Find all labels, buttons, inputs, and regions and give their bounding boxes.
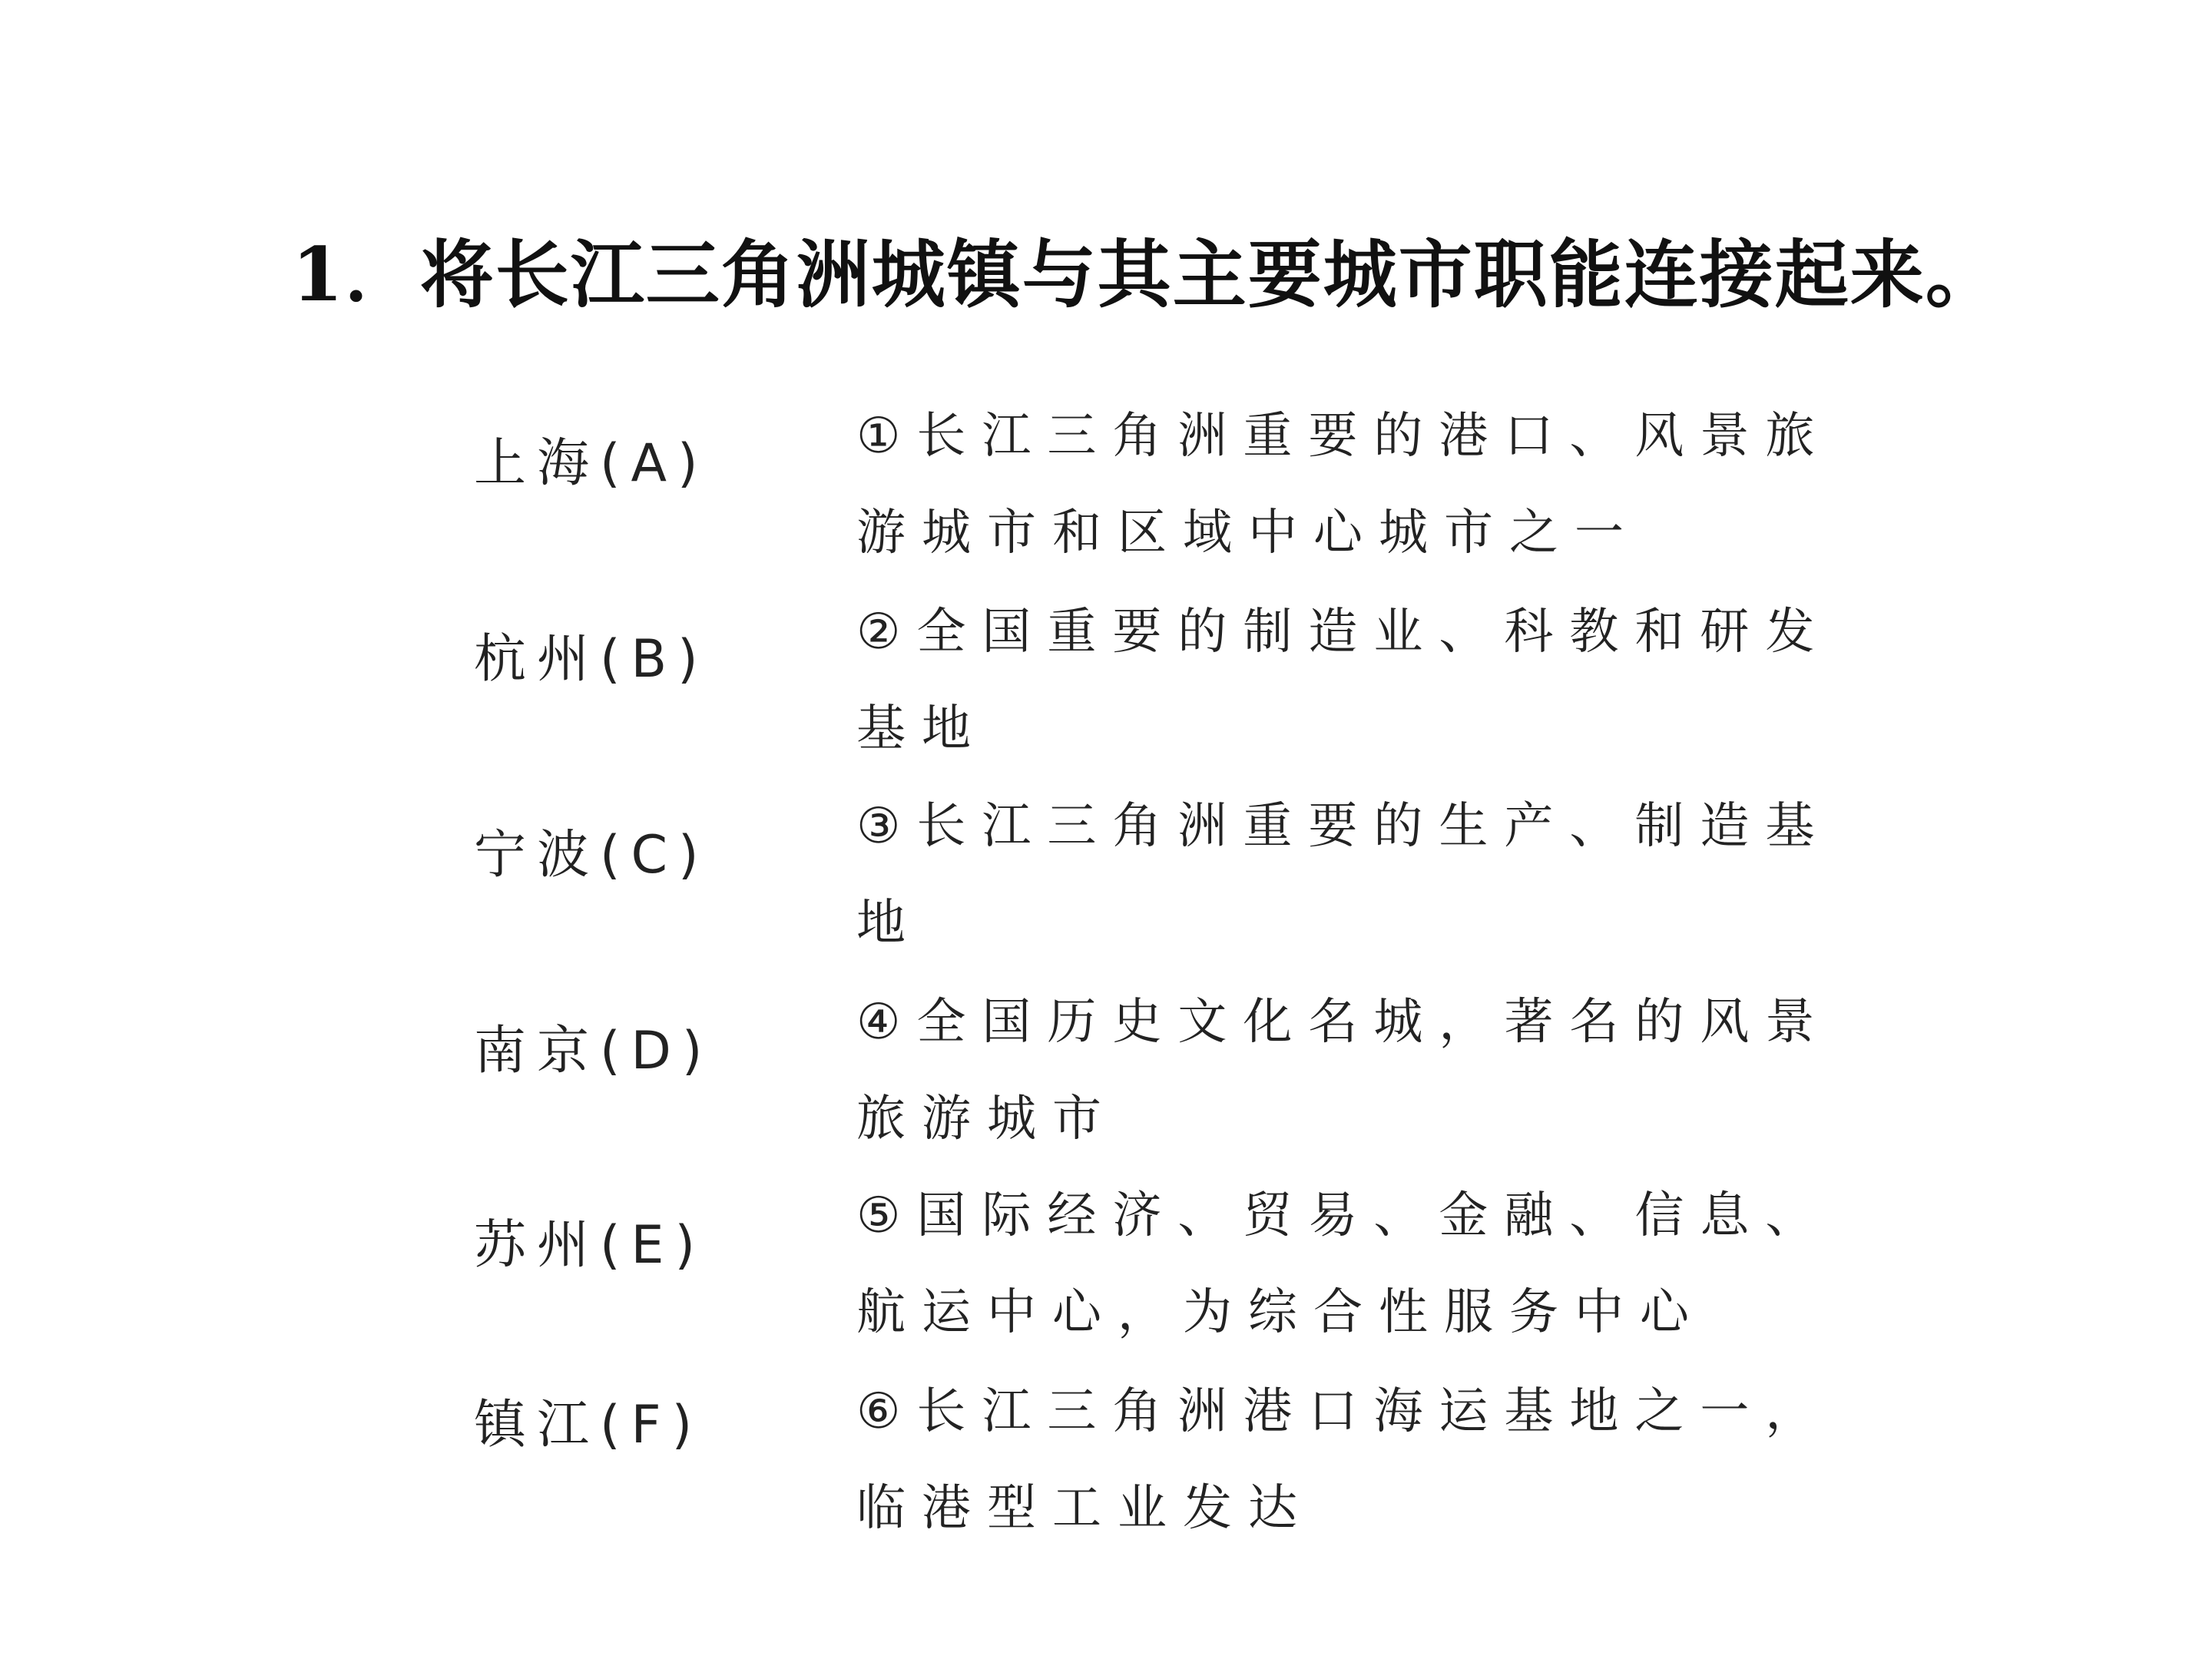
function-item-1: ①长江三角洲重要的港口、风景旅游城市和区域中心城市之一 xyxy=(856,408,1831,561)
city-shanghai: 上海(A) xyxy=(474,433,709,494)
city-nanjing: 南京(D) xyxy=(474,1021,714,1081)
city-ningbo: 宁波(C) xyxy=(474,825,710,886)
function-item-2: ②全国重要的制造业、科教和研发基地 xyxy=(856,604,1831,757)
function-item-3: ③长江三角洲重要的生产、制造基地 xyxy=(856,798,1831,952)
city-suzhou: 苏州(E) xyxy=(474,1215,707,1276)
function-item-5: ⑤国际经济、贸易、金融、信息、航运中心，为综合性服务中心 xyxy=(856,1187,1831,1341)
function-item-6: ⑥长江三角洲港口海运基地之一，临港型工业发达 xyxy=(856,1383,1831,1537)
city-hangzhou: 杭州(B) xyxy=(474,629,709,690)
question-title: 1．将长江三角洲城镇与其主要城市职能连接起来。 xyxy=(292,231,2001,318)
function-item-4: ④全国历史文化名城，著名的风景旅游城市 xyxy=(856,994,1831,1147)
city-zhenjiang: 镇江(F) xyxy=(474,1395,704,1455)
